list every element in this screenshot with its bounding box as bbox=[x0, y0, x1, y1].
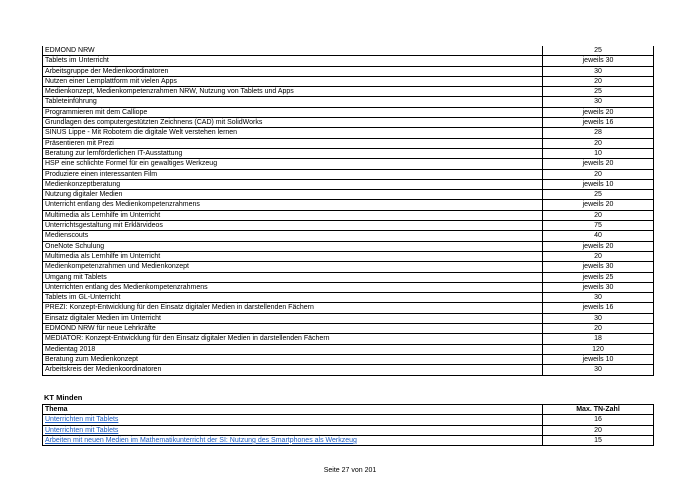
header-max-tn-zahl: Max. TN-Zahl bbox=[543, 405, 654, 415]
table-row bbox=[43, 87, 654, 97]
thema-cell[interactable] bbox=[43, 415, 543, 425]
table-row bbox=[43, 107, 654, 117]
course-link[interactable]: Arbeiten mit neuen Medien im Mathematikunterricht der SI: Nutzung des Smartphones als Werkzeug bbox=[45, 436, 357, 444]
table-row bbox=[43, 262, 654, 272]
max-tn-zahl-cell: jeweils 20 bbox=[543, 200, 654, 210]
table-row bbox=[43, 241, 654, 251]
max-tn-zahl-cell: 20 bbox=[543, 324, 654, 334]
table-row bbox=[43, 354, 654, 364]
thema-cell: Grundlagen des computergestützten Zeichnens (CAD) mit SolidWorks bbox=[43, 118, 543, 128]
thema-cell: HSP eine schlichte Formel für ein gewaltiges Werkzeug bbox=[43, 159, 543, 169]
thema-cell: PREZI: Konzept-Entwicklung für den Einsatz digitaler Medien in darstellenden Fächern bbox=[43, 303, 543, 313]
table-row bbox=[43, 344, 654, 354]
table-row bbox=[43, 200, 654, 210]
thema-cell: Multimedia als Lernhilfe im Unterricht bbox=[43, 251, 543, 261]
section-heading: KT Minden bbox=[44, 393, 83, 402]
table-row bbox=[43, 128, 654, 138]
thema-cell: OneNote Schulung bbox=[43, 241, 543, 251]
thema-cell: Unterrichten entlang des Medienkompetenzrahmens bbox=[43, 282, 543, 292]
table-row bbox=[43, 210, 654, 220]
max-tn-zahl-cell: 16 bbox=[543, 415, 654, 425]
max-tn-zahl-cell: jeweils 30 bbox=[543, 282, 654, 292]
max-tn-zahl-cell: 25 bbox=[543, 87, 654, 97]
max-tn-zahl-cell: 40 bbox=[543, 231, 654, 241]
thema-cell: Beratung zum Medienkonzept bbox=[43, 354, 543, 364]
table-row bbox=[43, 303, 654, 313]
thema-cell: Tablets im Unterricht bbox=[43, 56, 543, 66]
max-tn-zahl-cell: jeweils 20 bbox=[543, 241, 654, 251]
table-row bbox=[43, 138, 654, 148]
table-row bbox=[43, 334, 654, 344]
course-link[interactable]: Unterrichten mit Tablets bbox=[45, 426, 119, 434]
max-tn-zahl-cell: jeweils 10 bbox=[543, 354, 654, 364]
table-row bbox=[43, 97, 654, 107]
max-tn-zahl-cell: 18 bbox=[543, 334, 654, 344]
max-tn-zahl-cell: jeweils 25 bbox=[543, 272, 654, 282]
thema-cell: Medientag 2018 bbox=[43, 344, 543, 354]
table-header-row bbox=[43, 405, 654, 415]
table-row bbox=[43, 415, 654, 425]
table-row bbox=[43, 66, 654, 76]
table-row bbox=[43, 272, 654, 282]
thema-cell: Multimedia als Lernhilfe im Unterricht bbox=[43, 210, 543, 220]
max-tn-zahl-cell: 20 bbox=[543, 210, 654, 220]
table-row bbox=[43, 293, 654, 303]
max-tn-zahl-cell: 30 bbox=[543, 66, 654, 76]
max-tn-zahl-cell: jeweils 10 bbox=[543, 179, 654, 189]
thema-cell: Medienkonzeptberatung bbox=[43, 179, 543, 189]
max-tn-zahl-cell: 20 bbox=[543, 425, 654, 435]
table-row bbox=[43, 231, 654, 241]
thema-cell: Umgang mit Tablets bbox=[43, 272, 543, 282]
max-tn-zahl-cell: jeweils 20 bbox=[543, 107, 654, 117]
thema-cell: Unterrichtsgestaltung mit Erklärvideos bbox=[43, 221, 543, 231]
thema-cell: Beratung zur lernförderlichen IT-Ausstattung bbox=[43, 148, 543, 158]
thema-cell: Einsatz digitaler Medien im Unterricht bbox=[43, 313, 543, 323]
thema-cell: Nutzen einer Lernplattform mit vielen Apps bbox=[43, 76, 543, 86]
course-table-body bbox=[43, 46, 654, 375]
max-tn-zahl-cell: jeweils 30 bbox=[543, 56, 654, 66]
table-row bbox=[43, 46, 654, 56]
max-tn-zahl-cell: 30 bbox=[543, 365, 654, 375]
thema-cell: Arbeitsgruppe der Medienkoordinatoren bbox=[43, 66, 543, 76]
thema-cell: Arbeitskreis der Medienkoordinatoren bbox=[43, 365, 543, 375]
max-tn-zahl-cell: 15 bbox=[543, 435, 654, 445]
thema-cell: Medienkompetenzrahmen und Medienkonzept bbox=[43, 262, 543, 272]
max-tn-zahl-cell: jeweils 16 bbox=[543, 118, 654, 128]
thema-cell: EDMOND NRW bbox=[43, 46, 543, 56]
table-row bbox=[43, 148, 654, 158]
max-tn-zahl-cell: 28 bbox=[543, 128, 654, 138]
max-tn-zahl-cell: jeweils 20 bbox=[543, 159, 654, 169]
thema-cell[interactable] bbox=[43, 435, 543, 445]
thema-cell: Medienkonzept, Medienkompetenzrahmen NRW, Nutzung von Tablets und Apps bbox=[43, 87, 543, 97]
max-tn-zahl-cell: 30 bbox=[543, 313, 654, 323]
max-tn-zahl-cell: 25 bbox=[543, 46, 654, 56]
max-tn-zahl-cell: 75 bbox=[543, 221, 654, 231]
table-row bbox=[43, 118, 654, 128]
thema-cell[interactable] bbox=[43, 425, 543, 435]
table-row bbox=[43, 179, 654, 189]
kt-course-table bbox=[42, 404, 654, 446]
table-row bbox=[43, 435, 654, 445]
thema-cell: Tablets im GL-Unterricht bbox=[43, 293, 543, 303]
max-tn-zahl-cell: jeweils 30 bbox=[543, 262, 654, 272]
max-tn-zahl-cell: 10 bbox=[543, 148, 654, 158]
max-tn-zahl-cell: 20 bbox=[543, 251, 654, 261]
thema-cell: Produziere einen interessanten Film bbox=[43, 169, 543, 179]
course-link[interactable]: Unterrichten mit Tablets bbox=[45, 416, 119, 424]
max-tn-zahl-cell: 30 bbox=[543, 293, 654, 303]
max-tn-zahl-cell: 25 bbox=[543, 190, 654, 200]
thema-cell: Programmieren mit dem Calliope bbox=[43, 107, 543, 117]
thema-cell: MEDIATOR: Konzept-Entwicklung für den Einsatz digitaler Medien in darstellenden Fächern bbox=[43, 334, 543, 344]
max-tn-zahl-cell: 20 bbox=[543, 76, 654, 86]
course-table bbox=[42, 46, 654, 376]
table-row bbox=[43, 282, 654, 292]
page-footer: Seite 27 von 201 bbox=[323, 467, 377, 474]
thema-cell: SINUS Lippe - Mit Robotern die digitale Welt verstehen lernen bbox=[43, 128, 543, 138]
table-row bbox=[43, 56, 654, 66]
thema-cell: EDMOND NRW für neue Lehrkräfte bbox=[43, 324, 543, 334]
thema-cell: Nutzung digitaler Medien bbox=[43, 190, 543, 200]
table-row bbox=[43, 251, 654, 261]
table-row bbox=[43, 324, 654, 334]
table-row bbox=[43, 365, 654, 375]
thema-cell: Präsentieren mit Prezi bbox=[43, 138, 543, 148]
kt-table-body bbox=[43, 415, 654, 446]
table-row bbox=[43, 76, 654, 86]
max-tn-zahl-cell: jeweils 16 bbox=[543, 303, 654, 313]
thema-cell: Tableteinführung bbox=[43, 97, 543, 107]
max-tn-zahl-cell: 20 bbox=[543, 138, 654, 148]
table-row bbox=[43, 190, 654, 200]
thema-cell: Medienscouts bbox=[43, 231, 543, 241]
thema-cell: Unterricht entlang des Medienkompetenzrahmens bbox=[43, 200, 543, 210]
table-row bbox=[43, 159, 654, 169]
header-thema: Thema bbox=[43, 405, 543, 415]
table-row bbox=[43, 169, 654, 179]
max-tn-zahl-cell: 20 bbox=[543, 169, 654, 179]
max-tn-zahl-cell: 120 bbox=[543, 344, 654, 354]
table-row bbox=[43, 221, 654, 231]
table-row bbox=[43, 425, 654, 435]
max-tn-zahl-cell: 30 bbox=[543, 97, 654, 107]
table-row bbox=[43, 313, 654, 323]
